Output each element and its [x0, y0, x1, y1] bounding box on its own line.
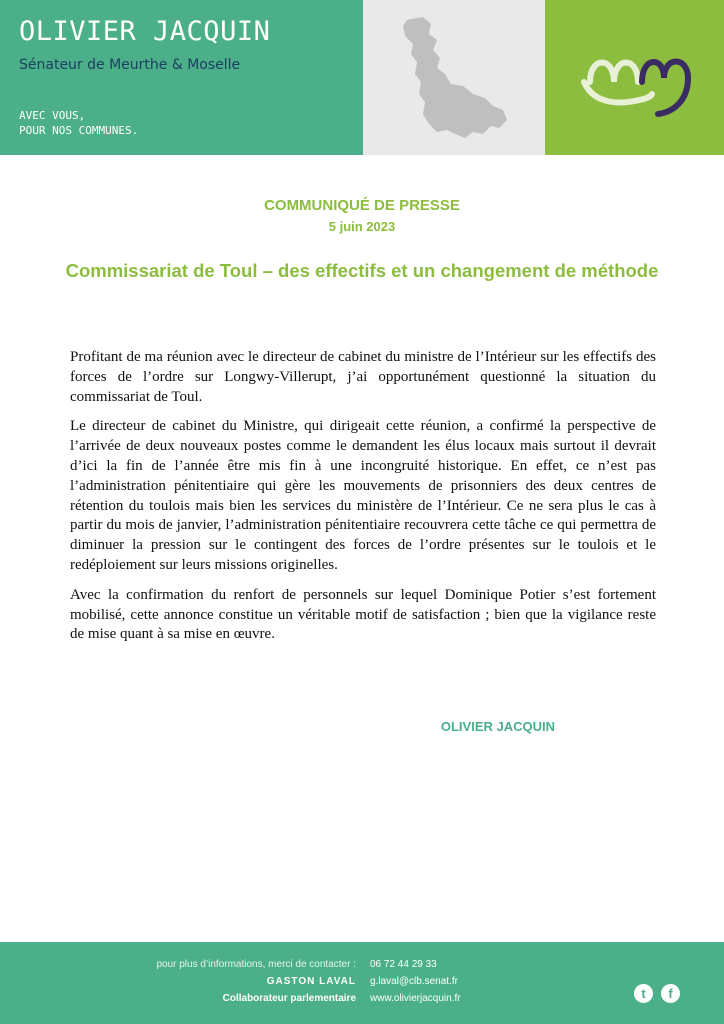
slogan — [19, 108, 138, 138]
senator-role: Sénateur de Meurthe & Moselle — [19, 57, 241, 73]
slogan-line-1: AVEC VOUS, — [19, 109, 86, 122]
department-map-icon — [393, 14, 513, 144]
contact-email[interactable]: g.laval@clb.senat.fr — [370, 976, 458, 987]
footer-details-block — [370, 956, 461, 1007]
body-text — [70, 348, 656, 655]
document-type: COMMUNIQUÉ DE PRESSE — [264, 197, 460, 214]
document-date: 5 juin 2023 — [328, 219, 396, 234]
header-banner-left — [0, 0, 363, 155]
contact-name: GASTON LAVAL — [266, 976, 356, 987]
senator-name: OLIVIER JACQUIN — [19, 16, 271, 47]
twitter-icon[interactable]: t — [634, 984, 653, 1003]
paragraph-2: Le directeur de cabinet du Ministre, qui dirigeait cette réunion, a confirmé la perspective de l’arrivée de deux nouveaux postes comme le demandent les élus locaux mais surtout il devrait d’ici la fin de l’année être mis fin à une incongruité historique. En effet, ce n’est pas l’administration pénitentiaire qui gère les mouvements de prisonniers des deux centres de rétention du toulois mais bien les services du ministère de l’Intérieur. Ce ne sera plus le cas à partir du mois de janvier, l’administration pénitentiaire recouvrera cette tâche ce qui permettra de diminuer la pression sur le contingent des forces de l’ordre présentes sur le toulois et le redéploiement sur leurs missions originelles. — [70, 418, 656, 573]
footer — [0, 942, 724, 1024]
footer-intro: pour plus d’informations, merci de contacter : — [156, 959, 356, 970]
mj-logo-icon — [580, 42, 694, 120]
facebook-icon[interactable]: f — [661, 984, 680, 1003]
contact-title: Collaborateur parlementaire — [222, 993, 356, 1004]
slogan-line-2: POUR NOS COMMUNES. — [19, 124, 139, 137]
contact-phone[interactable]: 06 72 44 29 33 — [370, 959, 437, 970]
website-link[interactable]: www.olivierjacquin.fr — [370, 993, 461, 1004]
signature: OLIVIER JACQUIN — [440, 719, 555, 734]
headline: Commissariat de Toul – des effectifs et un changement de méthode — [65, 260, 659, 281]
footer-contact-block — [156, 956, 356, 1007]
paragraph-1: Profitant de ma réunion avec le directeur de cabinet du ministre de l’Intérieur sur les effectifs des forces de l’ordre sur Longwy-Villerupt, j’ai opportunément questionné la situation du commissariat de Toul. — [70, 349, 656, 405]
paragraph-3: Avec la confirmation du renfort de personnels sur lequel Dominique Potier s’est fortement mobilisé, cette annonce constitue un véritable motif de satisfaction ; bien que la vigilance reste de mise quant à sa mise en œuvre. — [70, 586, 656, 643]
